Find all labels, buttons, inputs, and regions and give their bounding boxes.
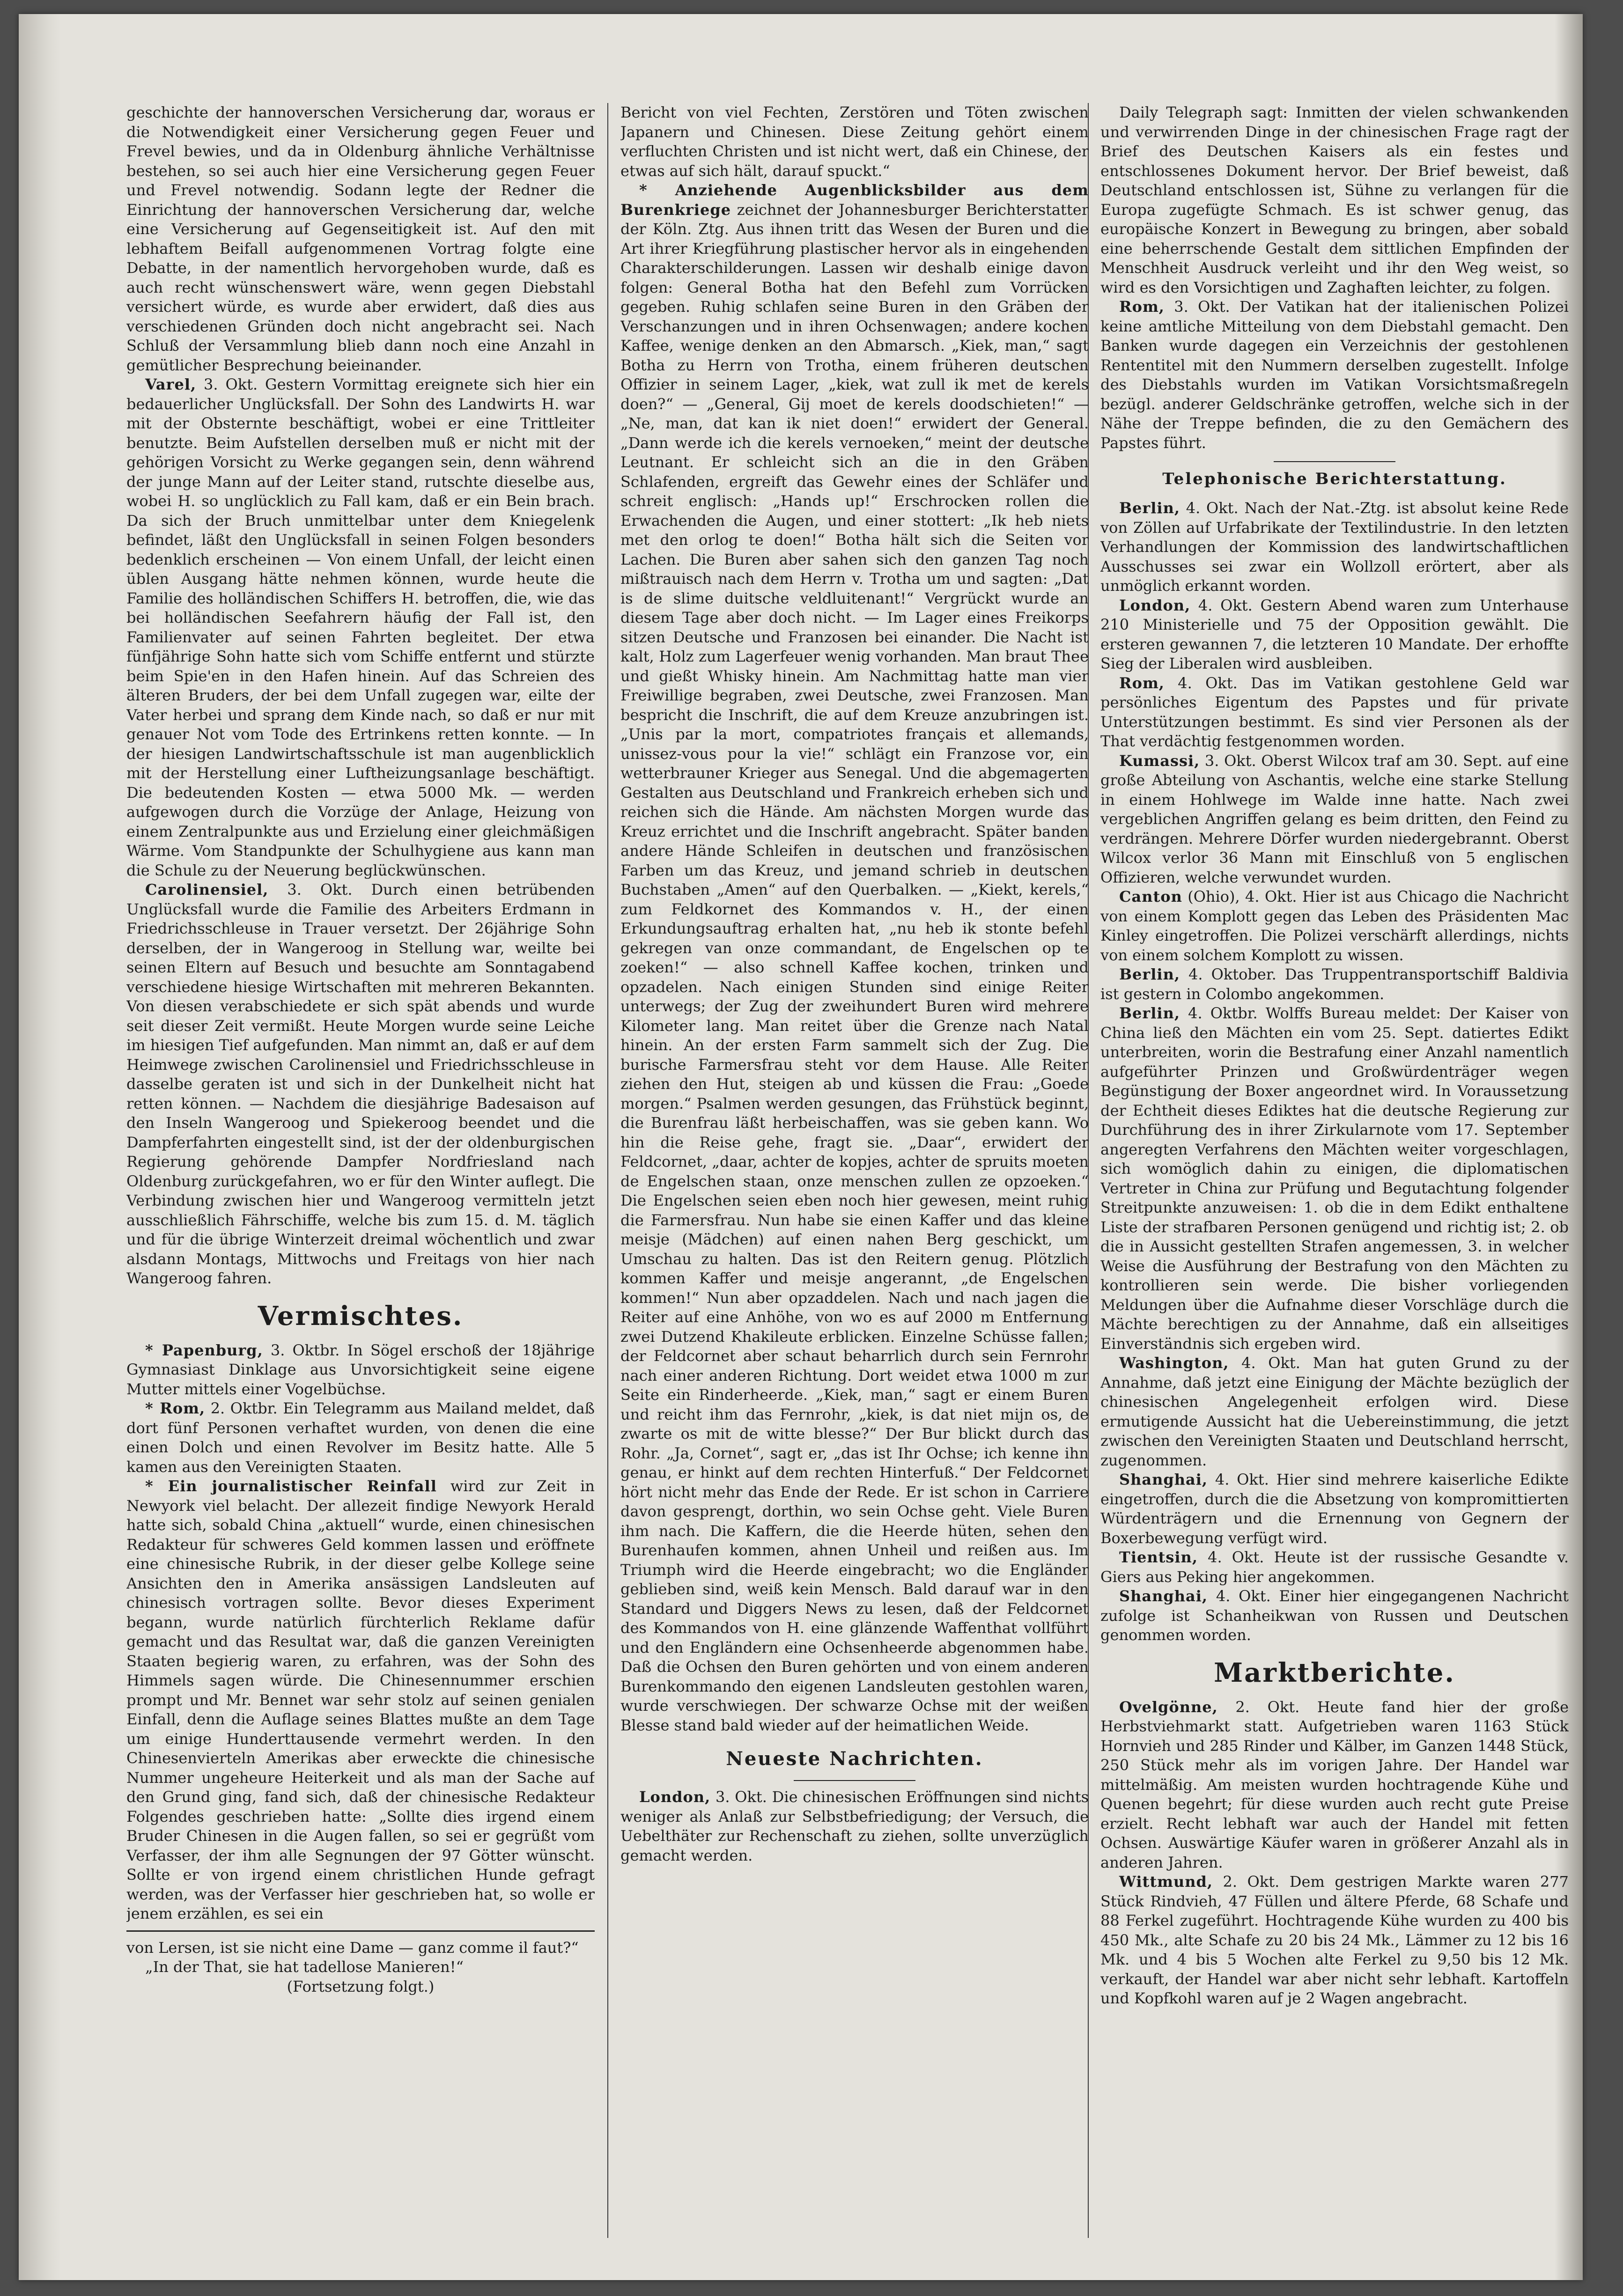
article-washington — [1100, 1354, 1569, 1470]
article-wittmund — [1100, 1872, 1569, 2009]
dateline-place: Wittmund, — [1119, 1873, 1213, 1891]
dateline-date: 4. Okt. — [1190, 596, 1253, 614]
article-papenburg — [126, 1341, 595, 1399]
article-body: Gestern Abend waren zum Unterhause 210 Ministerielle und 75 der Opposition gewählt. Die ersteren gewannen 7, die letzteren 10 Mandate. Der erhoffte Sieg der Liberalen wird ausbleiben. — [1100, 596, 1569, 672]
section-heading-marktberichte: Marktberichte. — [1214, 1657, 1455, 1688]
dateline-place: Shanghai, — [1119, 1587, 1208, 1605]
dateline-place: Canton — [1119, 888, 1182, 905]
column-right — [1100, 103, 1569, 2238]
article-rom — [1100, 674, 1569, 751]
dateline-date: 3. Okt. — [196, 375, 258, 393]
article-body: Das Truppentransportschiff Baldivia ist gestern in Colombo angekommen. — [1100, 965, 1569, 1003]
article-body: Man hat guten Grund zu der Annahme, daß jetzt eine Einigung der Mächte bezüglich der chinesischen Angelegenheit erfolgen wird. Diese ermutigende Aussicht hat die Uebereinstimmung, die jetzt zwischen den Vereinigten Staaten und Deutschland herrscht, zugenommen. — [1100, 1354, 1569, 1469]
article-body: Oberst Wilcox traf am 30. Sept. auf eine große Abteilung von Aschantis, welche eine starke Stellung in einem Hohlwege im Walde inne hatte. Nach zwei vergeblichen Angriffen gelang es beim dritten, den Feind zu verdrängen. Mehrere Dörfer wurden niedergebrannt. Oberst Wilcox verlor 36 Mann mit Einschluß von 5 englischen Offizieren, welche verwundet wurden. — [1100, 751, 1569, 886]
dateline-date: 3. Oktbr. — [263, 1341, 340, 1359]
article-body: wird zur Zeit in Newyork viel belacht. Der allezeit findige Newyork Herald hatte sich, sobald China „aktuell“ wurde, einen chinesischen Redakteur für schweres Geld kommen lassen und eröffnete eine chinesische Rubrik, in der dieser gelbe Kollege seine Ansichten den in Amerika ansässigen Landsleuten auf chinesisch vortragen sollte. Bevor dieses Experiment begann, wurde natürlich fürchterlich Reklame dafür gemacht und das Resultat war, daß die ganzen Vereinigten Staaten begierig waren, zu erfahren, was der Sohn des Himmels sagen würde. Die Chinesennummer erschien prompt und Mr. Bennet war sehr stolz auf seinen genialen Einfall, denn die Auflage seines Blattes mußte an dem Tage um einige Hunderttausende vermehrt werden. In den Chinesenvierteln Amerikas aber erweckte die chinesische Nummer ungeheure Heiterkeit und als man der Sache auf den Grund ging, fand sich, daß der chinesische Redakteur Folgendes geschrieben hatte: „Sollte dies irgend einem Bruder Chinesen in die Augen fallen, so sei er gegrüßt vom Verfasser, der ihm alle Segnungen der 97 Götter wünscht. Sollte er von irgend einem christlichen Hunde gefragt werden, was der Verfasser hier geschrieben hat, so wolle er jenem erzählen, es sei ein — [126, 1477, 595, 1922]
dateline-place: Ovelgönne, — [1119, 1698, 1218, 1716]
article-body: Durch einen betrübenden Unglücksfall wurde die Familie des Arbeiters Erdmann in Friedrichsschleuse in Trauer versetzt. Der 26jährige Sohn derselben, der in Wangeroog in Stellung war, weilte bei seinen Eltern auf Besuch und besuchte am Sonntagabend verschiedene hiesige Wirtschaften mit mehreren Bekannten. Von diesen verabschiedete er sich spät abends und wurde seit dieser Zeit vermißt. Heute Morgen wurde seine Leiche im hiesigen Tief aufgefunden. Man nimmt an, daß er auf dem Heimwege zwischen Carolinensiel und Friedrichsschleuse in dasselbe geraten ist und sich in der Dunkelheit nicht hat retten können. — Nachdem die diesjährige Badesaison auf den Inseln Wangeroog und Spiekeroog beendet und die Dampferfahrten eingestellt sind, ist der der oldenburgischen Regierung gehörende Dampfer Nordfriesland nach Oldenburg zurückgefahren, wo er für den Winter auflegt. Die Verbindung zwischen hier und Wangeroog vermitteln jetzt ausschließlich Fährschiffe, welche bis zum 15. d. M. täglich und für die übrige Winterzeit dreimal wöchentlich und zwar alsdann Montags, Mittwochs und Freitags von hier nach Wangeroog fahren. — [126, 881, 595, 1287]
dateline-date: (Ohio), 4. Okt. — [1182, 888, 1297, 905]
article-body: Hier sind mehrere kaiserliche Edikte eingetroffen, durch die die Absetzung von kompromittierten Würdenträgern und die Ernennung von Gegnern der Boxerbewegung verfügt wird. — [1100, 1471, 1569, 1547]
article-body: Der Vatikan hat der italienischen Polizei keine amtliche Mitteilung von dem Diebstahl gemacht. Den Banken wurde dagegen ein Verzeichnis der gestohlenen Rententitel mit den Nummern derselben zugestellt. Infolge des Diebstahls wurden im Vatikan Vorsichtsmaßregeln bezügl. anderer Geldschränke getroffen, welche sich in der Nähe der Treppe befinden, die zu den Gemächern des Papstes führt. — [1100, 298, 1569, 452]
dateline-place: London, — [1119, 596, 1191, 614]
article-continuation: geschichte der hannoverschen Versicherung dar, woraus er die Notwendigkeit einer Versicherung gegen Feuer und Frevel bewies, und da in Oldenburg ähnliche Verhältnisse bestehen, so sei auch hier eine Versicherung gegen Feuer und Frevel notwendig. Sodann legte der Redner die Einrichtung der hannoverschen Versicherung dar, welche eine Versicherung auf Gegenseitigkeit ist. Auf den mit lebhaftem Beifall aufgenommenen Vortrag folgte eine Debatte, in der namentlich hervorgehoben wurde, daß es auch recht wünschenswert wäre, wenn gegen Diebstahl versichert würde, es wurde aber erwidert, daß dies aus verschiedenen Gründen doch nicht angebracht sei. Nach Schluß der Versammlung blieb dann noch eine Anzahl in gemütlicher Besprechung beieinander. — [126, 103, 595, 374]
dateline-date: 4. Oktbr. — [1180, 1004, 1258, 1022]
serial-text: „In der That, sie hat tadellose Manieren!“ — [145, 1958, 464, 1976]
article-ovelgoenne — [1100, 1698, 1569, 1873]
dateline-date: 2. Okt. — [1217, 1698, 1300, 1716]
dateline-date: 3. Okt. — [1164, 298, 1230, 316]
heading-rule — [794, 1780, 915, 1781]
dateline-date: 4. Okt. — [1208, 1471, 1269, 1488]
article-body: Ein Telegramm aus Mailand meldet, daß dort fünf Personen verhaftet wurden, von denen die eine einen Dolch und einen Revolver im Besitz hatte. Alle 5 kamen aus den Vereinigten Staaten. — [126, 1399, 595, 1476]
dateline-date: 4. Okt. — [1164, 674, 1238, 692]
article-berlin — [1100, 499, 1569, 596]
serial-divider — [126, 1930, 595, 1932]
dateline-date: 2. Oktbr. — [205, 1399, 278, 1417]
article-burenkrieg — [620, 181, 1089, 1735]
article-body: Gestern Vormittag ereignete sich hier ein bedauerlicher Unglücksfall. Der Sohn des Landwirts H. war mit der Obsternte beschäftigt, wobei er eine Trittleiter benutzte. Beim Aufstellen derselben muß er nicht mit der gehörigen Vorsicht zu Werke gegangen sein, denn während der junge Mann auf der Leiter stand, rutschte dieselbe aus, wobei H. so unglücklich zu Fall kam, daß er ein Bein brach. Da sich der Bruch unmittelbar unter dem Kniegelenk befindet, läßt den Unglücksfall in seinen Folgen besonders bedenklich erscheinen — Von einem Unfall, der leicht einen üblen Ausgang hätte nehmen können, wurde heute die Familie des holländischen Schiffers H. betroffen, die, wie das bei holländischen Seefahrern häufig der Fall ist, den Familienvater auf seinen Fahrten begleitet. Der etwa fünfjährige Sohn hatte sich vom Schiffe entfernt und stürzte beim Spie'en in den Hafen hinein. Auf das Schreien des älteren Bruders, der bei dem Unfall zugegen war, eilte der Vater herbei und sprang dem Kinde nach, so daß er nur mit genauer Not vom Tode des Ertrinkens retten konnte. — In der hiesigen Landwirtschaftsschule ist man augenblicklich mit der Herstellung einer Luftheizungsanlage beschäftigt. Die bedeutenden Kosten — etwa 5000 Mk. — werden aufgewogen durch die Vorzüge der Anlage, Heizung von einem Zentralpunkte aus und Erzielung einer gleichmäßigen Wärme. Vom Standpunkte der Schulhygiene aus kann man die Schule zu der Neuerung beglückwünschen. — [126, 375, 595, 879]
section-heading-vermischtes: Vermischtes. — [258, 1300, 464, 1332]
article-body: In Sögel erschoß der 18jährige Gymnasiast Dinklage aus Unvorsichtigkeit seine eigene Mutter mittels einer Vogelbüchse. — [126, 1341, 595, 1398]
article-body: Das im Vatikan gestohlene Geld war persönliches Eigentum des Papstes und für private Unterstützungen bestimmt. Es sind vier Personen als der That verdächtig festgenommen worden. — [1100, 674, 1569, 750]
dateline-place: Berlin, — [1119, 1004, 1180, 1022]
dateline-place: London, — [639, 1788, 711, 1806]
article-london — [1100, 596, 1569, 674]
page-binding-shadow — [19, 14, 61, 2280]
article-body: Wolffs Bureau meldet: Der Kaiser von China ließ den Mächten ein vom 25. Sept. datiertes Edikt unterbreiten, worin die Bestrafung einer Anzahl namentlich aufgeführter Prinzen und Großwürdenträger wegen Begünstigung der Boxer angeordnet wird. In Voraussetzung der Echtheit dieses Ediktes hat die deutsche Regierung zur Durchführung des in ihrer Zirkularnote vom 17. September angeregten Verfahrens den Mächten weiter vorgeschlagen, sich womöglich dahin zu einigen, die diplomatischen Vertreter in China zur Prüfung und Begutachtung folgender Streitpunkte anzuweisen: 1. ob die in dem Edikt enthaltene Liste der strafbaren Personen genügend und richtig ist; 2. ob die in Aussicht gestellten Strafen angemessen, 3. in welcher Weise die Ausführung der Bestrafung von den Mächten zu kontrollieren sein werde. Die bisher vorliegenden Meldungen über die Aufnahme dieser Vorschläge durch die Mächte berechtigen zu der Annahme, daß ein allseitiges Einverständnis sich ergeben wird. — [1100, 1004, 1569, 1353]
heading-rule — [1274, 461, 1395, 462]
article-reinfall — [126, 1477, 595, 1924]
article-rom — [126, 1399, 595, 1477]
article-rom — [1100, 297, 1569, 453]
dateline-date: 3. Okt. — [710, 1788, 767, 1806]
dateline-place: Shanghai, — [1119, 1471, 1208, 1488]
article-continuation: Daily Telegraph sagt: Inmitten der vielen schwankenden und verwirrenden Dinge in der chinesischen Frage ragt der Brief des Deutschen Kaisers als ein festes und entschlossenes Dokument hervor. Der Brief beweist, daß Deutschland entschlossen ist, Sühne zu verlangen für die Europa zugefügte Schmach. Es ist schwer genug, das europäische Konzert in Bewegung zu bringen, aber sobald eine beherrschende Gestalt dem sittlichen Empfinden der Menschheit Ausdruck verleiht und ihr den Weg weist, so wird es den Vorsichtigen und Zaghaften leichter, zu folgen. — [1100, 103, 1569, 296]
dateline-place: Rom, — [1119, 298, 1165, 316]
article-london — [620, 1788, 1089, 1865]
dateline-date: 4. Okt. — [1208, 1587, 1271, 1605]
article-body: zeichnet der Johannesburger Berichterstatter der Köln. Ztg. Aus ihnen tritt das Wesen der Buren und die Art ihrer Kriegführung plastischer hervor als in eingehenden Charakterschilderungen. Lassen wir deshalb einige davon folgen: General Botha hat den Befehl zum Vorrücken gegeben. Ruhig schlafen seine Buren in den Gräben der Verschanzungen und in ihren Ochsenwagen; andere kochen Kaffee, wenige denken an den Abmarsch. „Kiek, man,“ sagt Botha zu Herrn von Trotha, einem früheren deutschen Offizier in seinem Lager, „kiek, wat zull ik met de kerels doen?“ — „General, Gij moet de kerels doodschieten!“ — „Ne, man, dat kan ik niet doen!“ erwidert der General. „Dann werde ich die kerels vernoeken,“ meint der deutsche Leutnant. Er schleicht sich an die in den Gräben Schlafenden, ergreift das Gewehr eines der Schläfer und schreit englisch: „Hands up!“ Erschrocken rollen die Erwachenden die Augen, und einer stottert: „Ik heb niets met den orlog te doen!“ Botha hält sich die Seiten vor Lachen. Die Buren aber sahen sich den ganzen Tag noch mißtrauisch nach dem Herrn v. Trotha um und sagten: „Dat is de slime duitsche veldluitenant!“ Vergrückt wurde an diesem Tage aber doch nicht. — Im Lager eines Freikorps sitzen Deutsche und Franzosen bei einander. Die Nacht ist kalt, Holz zum Lagerfeuer wenig vorhanden. Man braut Thee und gießt Whisky hinein. Am Nachmittag hatte man vier Freiwillige begraben, zwei Deutsche, zwei Franzosen. Man bespricht die Inschrift, die auf dem Kreuze anzubringen ist. „Unis par la mort, compatriotes français et allemands, unissez-vous pour la vie!“ schlägt ein Franzose vor, ein wetterbrauner Krieger aus Senegal. Und die abgemagerten Gestalten aus Deutschland und Frankreich erheben sich und reichen sich die Hände. Am nächsten Morgen wurde das Kreuz errichtet und die Inschrift angebracht. Später banden andere Hände Schleifen in deutschen und französischen Farben um das Kreuz, und jemand schrieb in deutschen Buchstaben „Amen“ auf den Querbalken. — „Kiekt, kerels,“ zum Feldkornet des Kommandos v. H., der einen Erkundungsauftrag erhalten hat, „nu heb ik stonte befehl gekregen van onze commandant, de Engelschen op te zoeken!“ — also schnell Kaffee kochen, trinken und opzadelen. Nach einigen Stunden sind einige Reiter unterwegs; der Zug der zweihundert Buren wird mehrere Kilometer lang. Man reitet über die Grenze nach Natal hinein. An der ersten Farm sammelt sich der Zug. Die burische Farmersfrau steht vor dem Hause. Alle Reiter ziehen den Hut, steigen ab und küssen die Frau: „Goede morgen.“ Psalmen werden gesungen, das Frühstück beginnt, die Burenfrau läßt herbeischaffen, was sie geben kann. Wo hin die Reise gehe, fragt sie. „Daar“, erwidert der Feldcornet, „daar, achter de kopjes, achter de spruits moeten de Engelschen staan, onze menschen zullen ze opzoeken.“ Die Engelschen seien eben noch hier gewesen, meint ruhig die Farmersfrau. Nun habe sie einen Kaffer und das kleine meisje (Mädchen) auf einen nahen Berg geschickt, um Umschau zu halten. Das ist den Reitern genug. Plötzlich kommen Kaffer und meisje angerannt, „de Engelschen kommen!“ Nun aber opzaddelen. Nach und nach jagen die Reiter auf eine Anhöhe, von wo es auf 2000 m Entfernung zwei Dutzend Khakileute erblicken. Einzelne Schüsse fallen; der Feldcornet aber schaut beharrlich durch sein Fernrohr nach einer anderen Richtung. Dort weidet etwa 1000 m zur Seite ein Rinderheerde. „Kiek, man,“ sagt er einem Buren und reicht ihm das Fernrohr, „kiek, is dat niet mijn os, de zwarte os mit de witte blesse?“ Der Bur blickt durch das Rohr. „Ja, Cornet“, sagt er, „das ist Ihr Ochse; ich kenne ihn genau, er hinkt auf dem rechten Hinterfuß.“ Der Feldcornet hört nicht mehr das Ende der Rede. Er ist schon in Carriere davon gesprengt, dorthin, wo sein Ochse geht. Viele Buren ihm nach. Die Kaffern, die die Heerde hüten, sehen den Burenhaufen kommen, ahnen Unheil und reißen aus. Im Triumph wird die Heerde eingebracht; wo die Engländer geblieben sind, weiß kein Mensch. Bald darauf war in den Standard und Diggers News zu lesen, daß der Feldcornet des Kommandos von H. eine glänzende Waffenthat vollführt und den Engländern eine Ochsenheerde abgenommen habe. Daß die Ochsen den Buren gehörten und von einem anderen Burenkommando den eigenen Landsleuten gestohlen waren, wurde verschwiegen. Der schwarze Ochse mit der weißen Blesse stand bald wieder auf der heimatlichen Weide. — [620, 200, 1089, 1734]
dateline-place: Kumassi, — [1119, 751, 1200, 770]
serial-continuation: (Fortsetzung folgt.) — [287, 1977, 435, 1995]
dateline-place: Carolinensiel, — [145, 881, 269, 898]
column-middle — [620, 103, 1089, 2238]
dateline-date: 3. Okt. — [1200, 751, 1256, 770]
newspaper-page — [19, 14, 1583, 2280]
article-kumassi — [1100, 751, 1569, 888]
article-shanghai — [1100, 1470, 1569, 1548]
dateline-place: Tientsin, — [1119, 1548, 1198, 1566]
article-body: Heute fand hier der große Herbstviehmarkt statt. Aufgetrieben waren 1163 Stück Hornvieh und 285 Rinder und Kälber, im Ganzen 1448 Stück, 250 Stück mehr als im vorigen Jahre. Der Handel war mittelmäßig. Am meisten wurden hochtragende Kühe und Quenen begehrt; für diese wurden auch recht gute Preise erzielt. Recht lebhaft war auch der Handel mit fetten Ochsen. Auswärtige Käufer waren in größerer Anzahl als in anderen Jahren. — [1100, 1698, 1569, 1871]
dateline-date: 4. Okt. — [1197, 1548, 1264, 1566]
article-varel — [126, 375, 595, 880]
dateline-place: * Papenburg, — [145, 1341, 263, 1359]
section-heading-telephonisch: Telephonische Berichterstattung. — [1162, 470, 1507, 488]
dateline-date: 4. Okt. — [1229, 1354, 1300, 1372]
section-heading-neueste: Neueste Nachrichten. — [726, 1748, 983, 1770]
column-rule — [607, 103, 608, 2238]
article-canton — [1100, 887, 1569, 965]
article-headline: * Anziehende Augenblicksbilder aus dem Burenkriege — [620, 181, 1089, 219]
dateline-place: Berlin, — [1119, 499, 1180, 517]
article-body: Einer hier eingegangenen Nachricht zufolge ist Schanheikwan von Russen und Deutschen genommen worden. — [1100, 1587, 1569, 1644]
article-shanghai — [1100, 1587, 1569, 1645]
article-berlin — [1100, 1004, 1569, 1354]
dateline-place: Berlin, — [1119, 965, 1180, 983]
serial-text: von Lersen, ist sie nicht eine Dame — ganz comme il faut?“ — [126, 1938, 579, 1957]
dateline-date: 3. Okt. — [268, 881, 353, 898]
dateline-place: Rom, — [1119, 674, 1165, 692]
dateline-date: 4. Okt. — [1180, 499, 1239, 517]
article-body: Heute ist der russische Gesandte v. Giers aus Peking hier angekommen. — [1100, 1548, 1569, 1586]
article-carolinensiel — [126, 880, 595, 1288]
article-body: Hier ist aus Chicago die Nachricht von einem Komplott gegen das Leben des Präsidenten Mac Kinley eingetroffen. Die Polizei verschärft allerdings, nichts von einem solchem Komplott zu wissen. — [1100, 888, 1569, 964]
article-body: Dem gestrigen Markte waren 277 Stück Rindvieh, 47 Füllen und ältere Pferde, 68 Schafe und 88 Ferkel zugeführt. Hochtragende Kühe wurden zu 400 bis 450 Mk., alte Schafe zu 20 bis 24 Mk., Lämmer zu 12 bis 16 Mk. und 4 bis 5 Wochen alte Ferkel zu 9,50 bis 12 Mk. verkauft, der Handel war aber nicht sehr lebhaft. Kartoffeln und Kopfkohl waren auf je 2 Wagen angebracht. — [1100, 1873, 1569, 2007]
article-berlin — [1100, 965, 1569, 1004]
column-left — [126, 103, 595, 2238]
dateline-place: Varel, — [145, 375, 197, 393]
dateline-date: 2. Okt. — [1213, 1873, 1280, 1891]
article-body: Nach der Nat.-Ztg. ist absolut keine Rede von Zöllen auf Urfabrikate der Textilindustrie. In den letzten Verhandlungen der Kommission des landwirtschaftlichen Ausschusses sei zwar ein Wollzoll erörtert, aber als unmöglich erkannt worden. — [1100, 499, 1569, 595]
dateline-place: * Rom, — [145, 1399, 206, 1417]
article-body: Die chinesischen Eröffnungen sind nichts weniger als Anlaß zur Selbstbefriedigung; der Versuch, die Uebelthäter zur Rechenschaft zu ziehen, sollte unverzüglich gemacht werden. — [620, 1788, 1089, 1864]
dateline-place: Washington, — [1119, 1354, 1229, 1372]
article-headline: * Ein journalistischer Reinfall — [145, 1477, 437, 1495]
article-tientsin — [1100, 1548, 1569, 1587]
dateline-date: 4. Oktober. — [1180, 965, 1276, 983]
article-continuation: Bericht von viel Fechten, Zerstören und Töten zwischen Japanern und Chinesen. Diese Zeitung gehört einem verfluchten Christen und ist nicht wert, daß ein Chinese, der etwas auf sich hält, darauf spuckt.“ — [620, 103, 1089, 180]
